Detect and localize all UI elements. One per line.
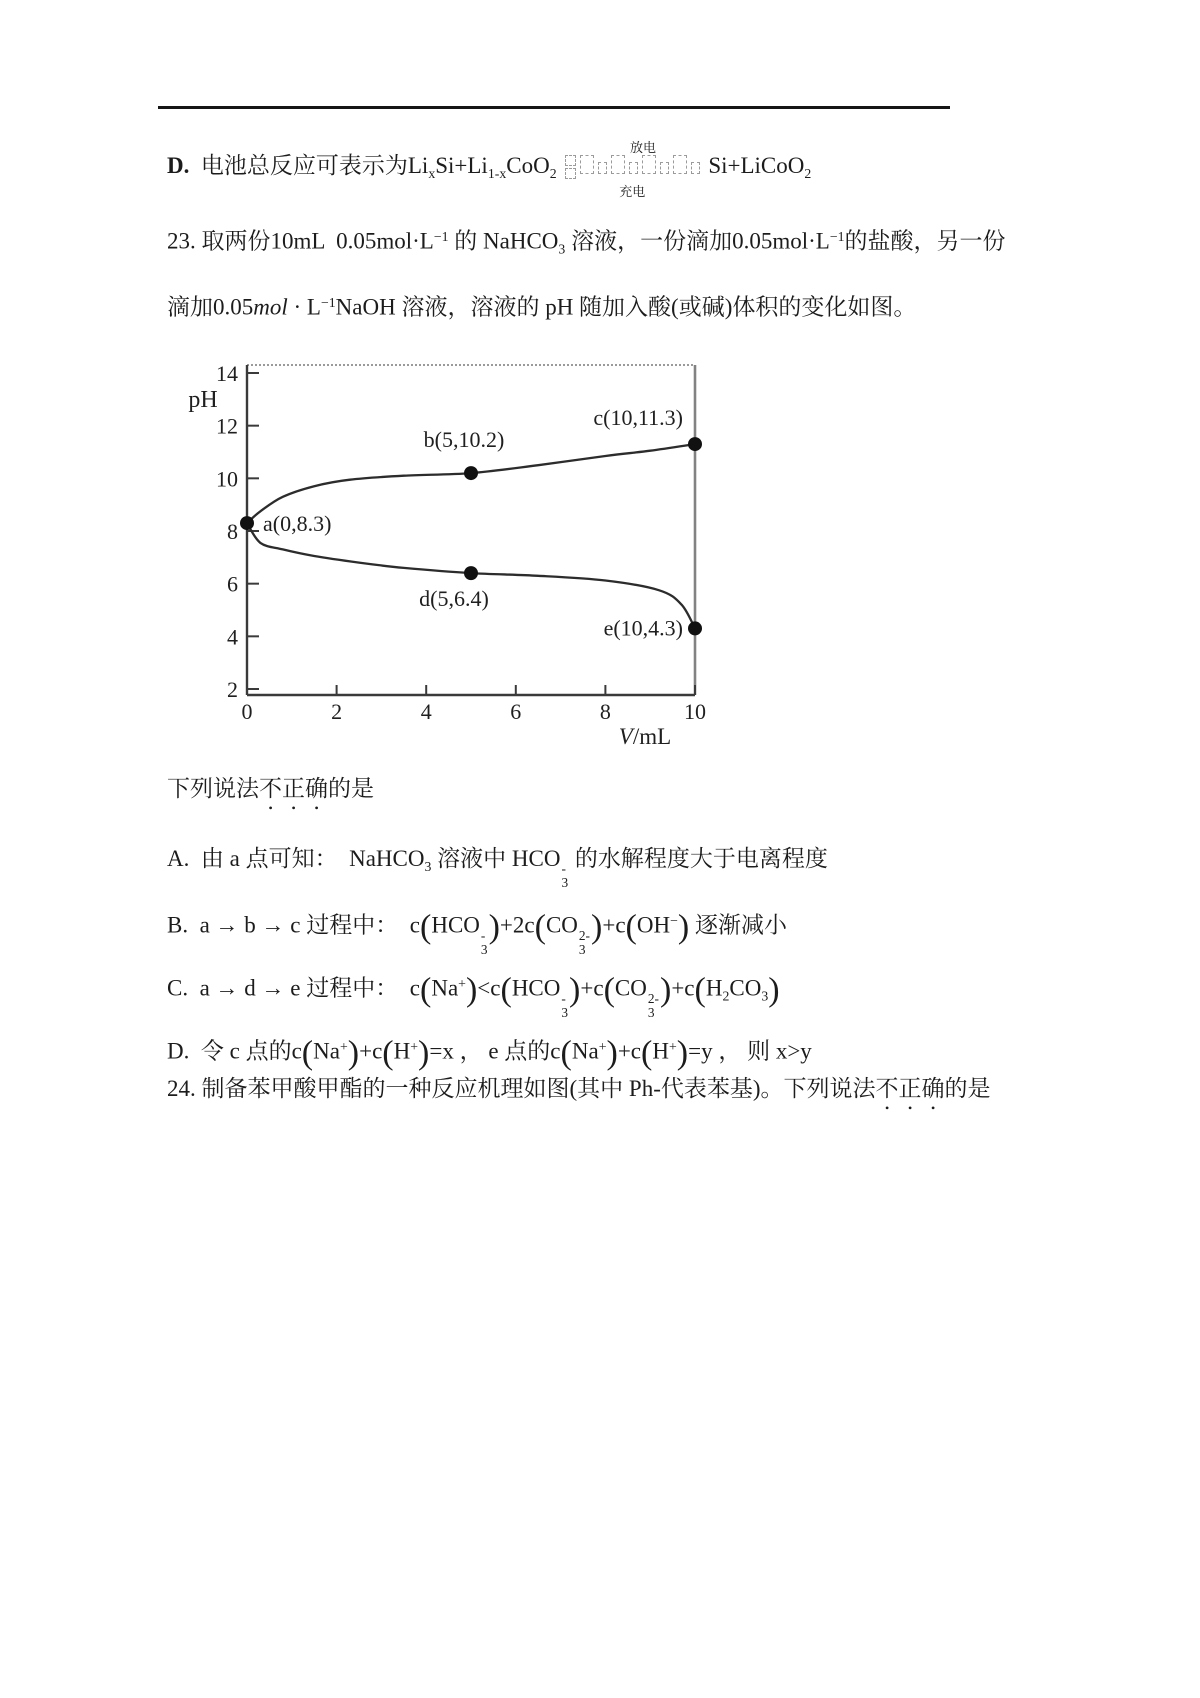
q22d-formula-right: Si+LiCoO$_2$ — [702, 153, 812, 181]
data-point-e — [688, 621, 702, 635]
data-point-d — [464, 566, 478, 580]
svg-text:8: 8 — [227, 519, 238, 544]
point-label-d: d(5,6.4) — [419, 586, 489, 612]
svg-text:pH: pH — [188, 387, 218, 413]
svg-text:V/mL: V/mL — [618, 724, 672, 749]
svg-text:8: 8 — [599, 699, 611, 724]
svg-text:2: 2 — [227, 677, 238, 702]
question-22-option-d — [167, 140, 812, 199]
charge-label: 充电 — [619, 184, 646, 199]
missing-glyph-boxes — [565, 155, 700, 179]
svg-text:14: 14 — [216, 361, 238, 386]
svg-text:6: 6 — [510, 699, 522, 724]
question-24-text: 24. 制备苯甲酸甲酯的一种反应机理如图(其中 Ph-代表苯基)。下列说法不正确的是 — [167, 1076, 991, 1101]
data-point-b — [464, 466, 478, 480]
svg-text:10: 10 — [216, 466, 238, 492]
question-23-text-line2: 滴加$0.05mol \cdot L^{-1}NaOH$ 溶液，溶液的 pH 随加入酸(或碱)体积的变化如图。 — [167, 294, 917, 320]
svg-text:4: 4 — [227, 624, 238, 650]
svg-text:12: 12 — [216, 413, 238, 439]
question-23-prompt: 下列说法不正确的是 — [167, 776, 374, 801]
point-label-a: a(0,8.3) — [263, 511, 332, 537]
svg-text:0: 0 — [241, 699, 253, 724]
ph-chart — [165, 335, 725, 755]
discharge-label: 放电 — [629, 140, 656, 155]
q23-option-b: B. a → b → c 过程中： c(HCO - 3 )+2c(CO 2- 3 )+c(OH−) 逐渐减小 — [167, 908, 787, 957]
svg-text:6: 6 — [227, 571, 238, 597]
q23-option-a: A. 由 a 点可知： NaHCO$_3$ 溶液中 HCO - 3 的水解程度大于电离程度 — [167, 846, 828, 890]
page-divider — [158, 106, 950, 109]
q23-option-c: C. a → d → e 过程中： c(Na+)<c(HCO - 3 )+c(CO 2- 3 )$+c(H_2CO_3)$ — [167, 971, 780, 1020]
svg-text:2: 2 — [331, 699, 343, 724]
q23-option-d: D. 令 c 点的c(Na+)+c(H+)=x ， e 点的c(Na+)+c(H+)=y ， 则 x>y — [167, 1034, 812, 1072]
equilibrium-arrow-placeholder — [563, 140, 697, 199]
q22d-formula-left: D. 电池总反应可表示为$Li_xSi+Li_{1-x}CoO_2$ — [167, 153, 557, 181]
point-label-e: e(10,4.3) — [603, 615, 683, 641]
svg-text:4: 4 — [420, 699, 432, 724]
data-point-c — [688, 437, 702, 451]
question-23-text-line1: 23. 取两份10mL $0.05mol\cdot L^{-1}$ 的 NaHCO$_3$ 溶液，一份滴加$0.05mol\cdot L^{-1}$的盐酸，另一份 — [167, 228, 1006, 257]
svg-text:10: 10 — [684, 699, 706, 724]
point-label-c: c(10,11.3) — [593, 405, 683, 431]
data-point-a — [240, 516, 254, 530]
point-label-b: b(5,10.2) — [423, 427, 505, 453]
